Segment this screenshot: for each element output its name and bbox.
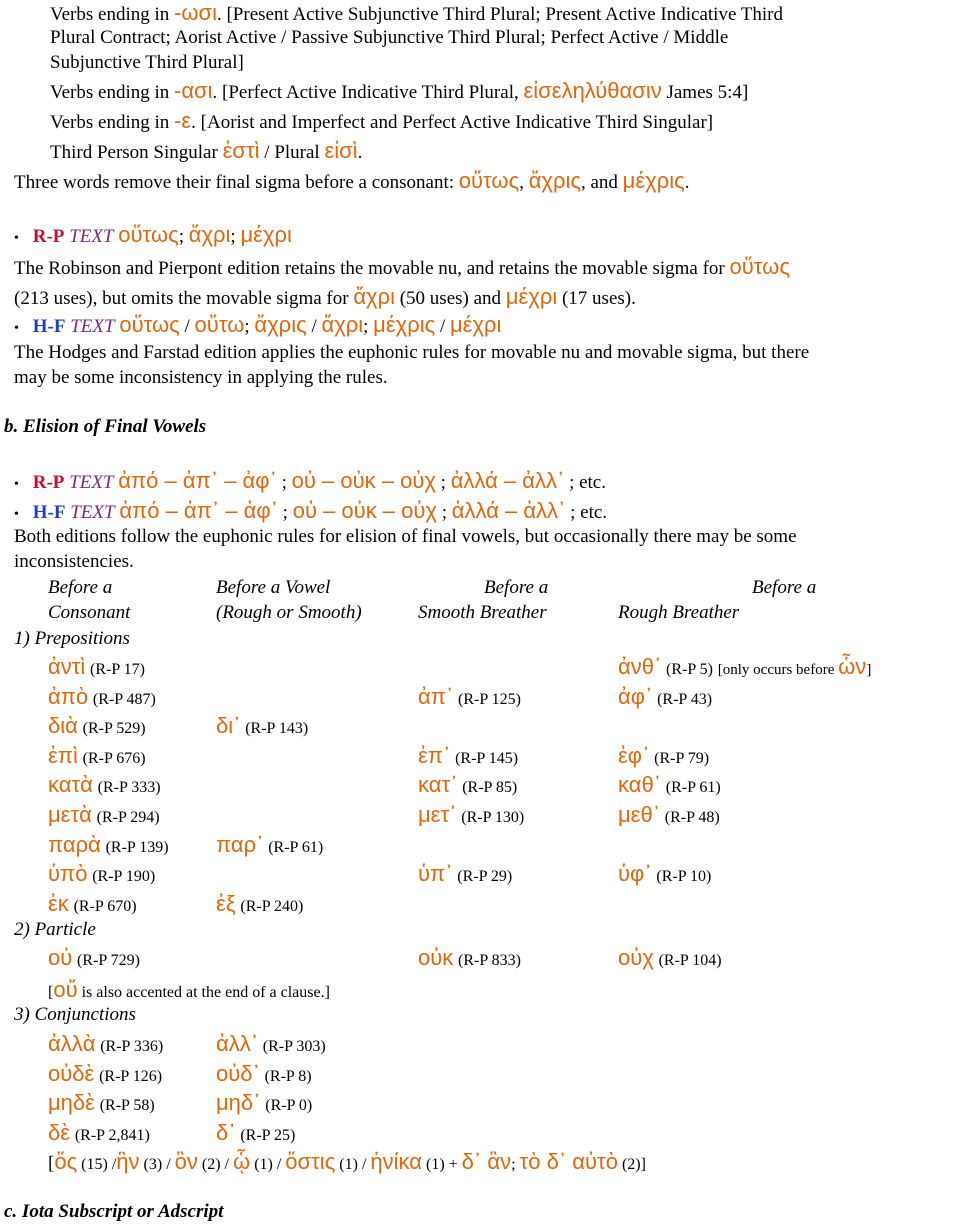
prep-row-2-col-4 bbox=[618, 683, 712, 714]
group-particle: 2) Particle bbox=[14, 919, 96, 940]
prep-row-3-col-1 bbox=[48, 712, 146, 743]
prep-row-8-col-1 bbox=[48, 860, 155, 891]
hf-paragraph-line-1: The Hodges and Farstad edition applies the euphonic rules for movable nu and movable sigma, but there bbox=[14, 342, 810, 363]
rp-count: (R-P 0) bbox=[265, 1097, 313, 1114]
greek-form: ἐκ bbox=[48, 891, 69, 916]
greek-form: μετὰ bbox=[48, 802, 92, 827]
particle-row-c1: οὐ (R-P 729) bbox=[48, 945, 140, 970]
rp-paragraph-line-1: The Robinson and Pierpont edition retains the movable nu, and retains the movable sigma for οὕτως bbox=[14, 254, 790, 279]
greek-form: ἐξ bbox=[216, 891, 236, 916]
rp-count: (R-P 61) bbox=[665, 779, 721, 796]
prep-row-6-col-4 bbox=[618, 801, 720, 832]
greek-form: οὐδὲ bbox=[48, 1061, 95, 1086]
prep-row-4-col-1 bbox=[48, 742, 146, 773]
rp-count: (R-P 61) bbox=[268, 839, 324, 856]
rp-count: (R-P 130) bbox=[461, 809, 525, 826]
greek-form: διὰ bbox=[48, 713, 78, 738]
greek-form: ἀπὸ bbox=[48, 684, 89, 709]
rp-text-line-1: • R-P TEXT οὕτως; ἄχρι; μέχρι bbox=[14, 222, 954, 251]
rp-count: (R-P 126) bbox=[99, 1068, 163, 1085]
greek-form: ὑπὸ bbox=[48, 861, 88, 886]
prep-row-9-col-2 bbox=[216, 890, 303, 921]
rp-count: (R-P 48) bbox=[664, 809, 720, 826]
prep-row-2-col-1 bbox=[48, 683, 156, 714]
rp-count: (R-P 670) bbox=[73, 898, 137, 915]
intro-line-5: Verbs ending in -ε. [Aorist and Imperfect and Perfect Active Indicative Third Singular] bbox=[50, 108, 714, 133]
intro-line-6: Third Person Singular ἐστὶ / Plural εἰσὶ. bbox=[50, 138, 363, 163]
rp-count: (R-P 333) bbox=[97, 779, 161, 796]
prep-row-1-col-1 bbox=[48, 653, 145, 684]
greek-form: μετ᾽ bbox=[418, 802, 457, 827]
prep-row-5-col-4 bbox=[618, 771, 721, 802]
rp-count: (R-P 529) bbox=[82, 720, 146, 737]
rp-count: (R-P 145) bbox=[455, 750, 519, 767]
rp-count: (R-P 294) bbox=[96, 809, 160, 826]
rp-count: (R-P 303) bbox=[262, 1038, 326, 1055]
greek-form: ἀνθ᾽ bbox=[618, 654, 662, 679]
rp-paragraph-line-2: (213 uses), but omits the movable sigma for ἄχρι (50 uses) and μέχρι (17 uses). bbox=[14, 284, 636, 309]
conj-row-3-col-1 bbox=[48, 1089, 155, 1120]
greek-form: μεθ᾽ bbox=[618, 802, 661, 827]
greek-form: ἀλλὰ bbox=[48, 1031, 96, 1056]
greek-form: ἀφ᾽ bbox=[618, 684, 653, 709]
greek-form: οὐδ᾽ bbox=[216, 1061, 260, 1086]
greek-form: παρὰ bbox=[48, 832, 101, 857]
particle-note: [οὔ is also accented at the end of a clause.] bbox=[48, 977, 330, 1002]
greek-form: ὑφ᾽ bbox=[618, 861, 652, 886]
intro-line-2: Plural Contract; Aorist Active / Passive Subjunctive Third Plural; Perfect Active / Middle bbox=[50, 27, 729, 48]
prep-row-8-col-3 bbox=[418, 860, 512, 891]
greek-form: ἐπ᾽ bbox=[418, 743, 451, 768]
prep-row-5-col-3 bbox=[418, 771, 517, 802]
rp-count: (R-P 139) bbox=[105, 839, 169, 856]
greek-form: μηδ᾽ bbox=[216, 1090, 261, 1115]
greek-form: δ᾽ bbox=[216, 1120, 236, 1145]
greek-form: ὑπ᾽ bbox=[418, 861, 453, 886]
conj-row-4-col-2 bbox=[216, 1119, 295, 1150]
rp-count: (R-P 25) bbox=[240, 1127, 296, 1144]
conj-row-4-col-1 bbox=[48, 1119, 150, 1150]
rp-count: (R-P 29) bbox=[457, 868, 513, 885]
header-vowel-2: (Rough or Smooth) bbox=[216, 602, 362, 623]
greek-form: δι᾽ bbox=[216, 713, 241, 738]
intro-line-3: Subjunctive Third Plural] bbox=[50, 52, 244, 73]
rp-count: (R-P 487) bbox=[92, 691, 156, 708]
conj-row-1-col-2 bbox=[216, 1030, 326, 1061]
prep-row-7-col-2 bbox=[216, 831, 323, 862]
greek-form: παρ᾽ bbox=[216, 832, 264, 857]
prep-row-5-col-1 bbox=[48, 771, 161, 802]
rp-count: (R-P 5) bbox=[666, 661, 713, 678]
prep-row-6-col-1 bbox=[48, 801, 160, 832]
note-close: ] bbox=[866, 662, 872, 678]
rp-count: (R-P 240) bbox=[240, 898, 304, 915]
both-paragraph-line-1: Both editions follow the euphonic rules for elision of final vowels, but occasionally there may be some bbox=[14, 526, 797, 547]
intro-line-1: Verbs ending in -ωσι. [Present Active Subjunctive Third Plural; Present Active Indicative Third bbox=[50, 0, 784, 25]
greek-form: δὲ bbox=[48, 1120, 71, 1145]
section-b-heading: b. Elision of Final Vowels bbox=[4, 416, 207, 437]
rp-text-line-2: • R-P TEXT ἀπό – ἀπ᾽ – ἀφ᾽ ; οὐ – οὐκ – οὐχ ; ἀλλά – ἀλλ᾽ ; etc. bbox=[14, 468, 954, 497]
greek-form: ἀντὶ bbox=[48, 654, 86, 679]
header-consonant-2: Consonant bbox=[48, 602, 131, 623]
rp-count: (R-P 2,841) bbox=[74, 1127, 150, 1144]
intro-line-4: Verbs ending in -ασι. [Perfect Active Indicative Third Plural, εἰσεληλύθασιν James 5:4] bbox=[50, 78, 749, 103]
rp-count: (R-P 125) bbox=[457, 691, 521, 708]
rp-count: (R-P 43) bbox=[657, 691, 713, 708]
prep-row-6-col-3 bbox=[418, 801, 524, 832]
rp-count: (R-P 79) bbox=[654, 750, 710, 767]
greek-form: κατ᾽ bbox=[418, 772, 458, 797]
rp-count: (R-P 8) bbox=[264, 1068, 312, 1085]
greek-form: ἀπ᾽ bbox=[418, 684, 454, 709]
rp-count: (R-P 17) bbox=[90, 661, 146, 678]
particle-row-c3: οὐκ (R-P 833) bbox=[418, 945, 521, 970]
header-smooth-2: Smooth Breather bbox=[418, 602, 547, 623]
greek-form: μηδὲ bbox=[48, 1090, 95, 1115]
section-c-heading: c. Iota Subscript or Adscript bbox=[4, 1201, 224, 1222]
hf-text-line-2: • H-F TEXT ἀπό – ἀπ᾽ – ἀφ᾽ ; οὐ – οὐκ – οὐχ ; ἀλλά – ἀλλ᾽ ; etc. bbox=[14, 498, 954, 527]
greek-form: ἐφ᾽ bbox=[618, 743, 650, 768]
header-smooth-1: Before a bbox=[484, 577, 549, 598]
group-conjunctions: 3) Conjunctions bbox=[14, 1004, 136, 1025]
header-consonant-1: Before a bbox=[48, 577, 113, 598]
greek-form: κατὰ bbox=[48, 772, 93, 797]
conj-row-2-col-1 bbox=[48, 1060, 162, 1091]
header-rough-1: Before a bbox=[752, 577, 817, 598]
intro-line-7: Three words remove their final sigma before a consonant: οὕτως, ἄχρις, and μέχρις. bbox=[14, 168, 690, 193]
rp-count: (R-P 10) bbox=[656, 868, 712, 885]
conj-row-3-col-2 bbox=[216, 1089, 312, 1120]
conjunction-relative-line: [ὅς (15) /ἣν (3) / ὃν (2) / ᾧ (1) / ὅστις (1) / ἡνίκα (1) + δ᾽ ἂν; τὸ δ᾽ αὐτὸ (2)] bbox=[48, 1149, 646, 1174]
prep-row-8-col-4 bbox=[618, 860, 711, 891]
rp-count: (R-P 143) bbox=[245, 720, 309, 737]
prep-row-7-col-1 bbox=[48, 831, 169, 862]
greek-form: καθ᾽ bbox=[618, 772, 662, 797]
both-paragraph-line-2: inconsistencies. bbox=[14, 551, 134, 572]
rp-count: (R-P 336) bbox=[100, 1038, 164, 1055]
header-vowel-1: Before a Vowel bbox=[216, 577, 331, 598]
hf-text-line-1: • H-F TEXT οὕτως / οὕτω; ἄχρις / ἄχρι; μέχρις / μέχρι bbox=[14, 312, 954, 341]
prep-row-4-col-4 bbox=[618, 742, 709, 773]
conj-row-2-col-2 bbox=[216, 1060, 312, 1091]
prep-row-3-col-2 bbox=[216, 712, 308, 743]
header-rough-2: Rough Breather bbox=[618, 602, 740, 623]
greek-form: ἀλλ᾽ bbox=[216, 1031, 259, 1056]
greek-form: ἐπὶ bbox=[48, 743, 78, 768]
prep-row-1-col-4 bbox=[618, 653, 871, 684]
rp-count: (R-P 190) bbox=[92, 868, 156, 885]
rp-count: (R-P 58) bbox=[99, 1097, 155, 1114]
note-greek: ὧν bbox=[838, 654, 867, 679]
prep-row-4-col-3 bbox=[418, 742, 518, 773]
rp-count: (R-P 85) bbox=[462, 779, 518, 796]
prep-row-2-col-3 bbox=[418, 683, 521, 714]
hf-paragraph-line-2: may be some inconsistency in applying the rules. bbox=[14, 367, 388, 388]
group-prepositions: 1) Prepositions bbox=[14, 628, 130, 649]
rp-count: (R-P 676) bbox=[82, 750, 146, 767]
note-text: [only occurs before bbox=[717, 662, 839, 678]
particle-row-c4: οὐχ (R-P 104) bbox=[618, 945, 722, 970]
conj-row-1-col-1 bbox=[48, 1030, 163, 1061]
